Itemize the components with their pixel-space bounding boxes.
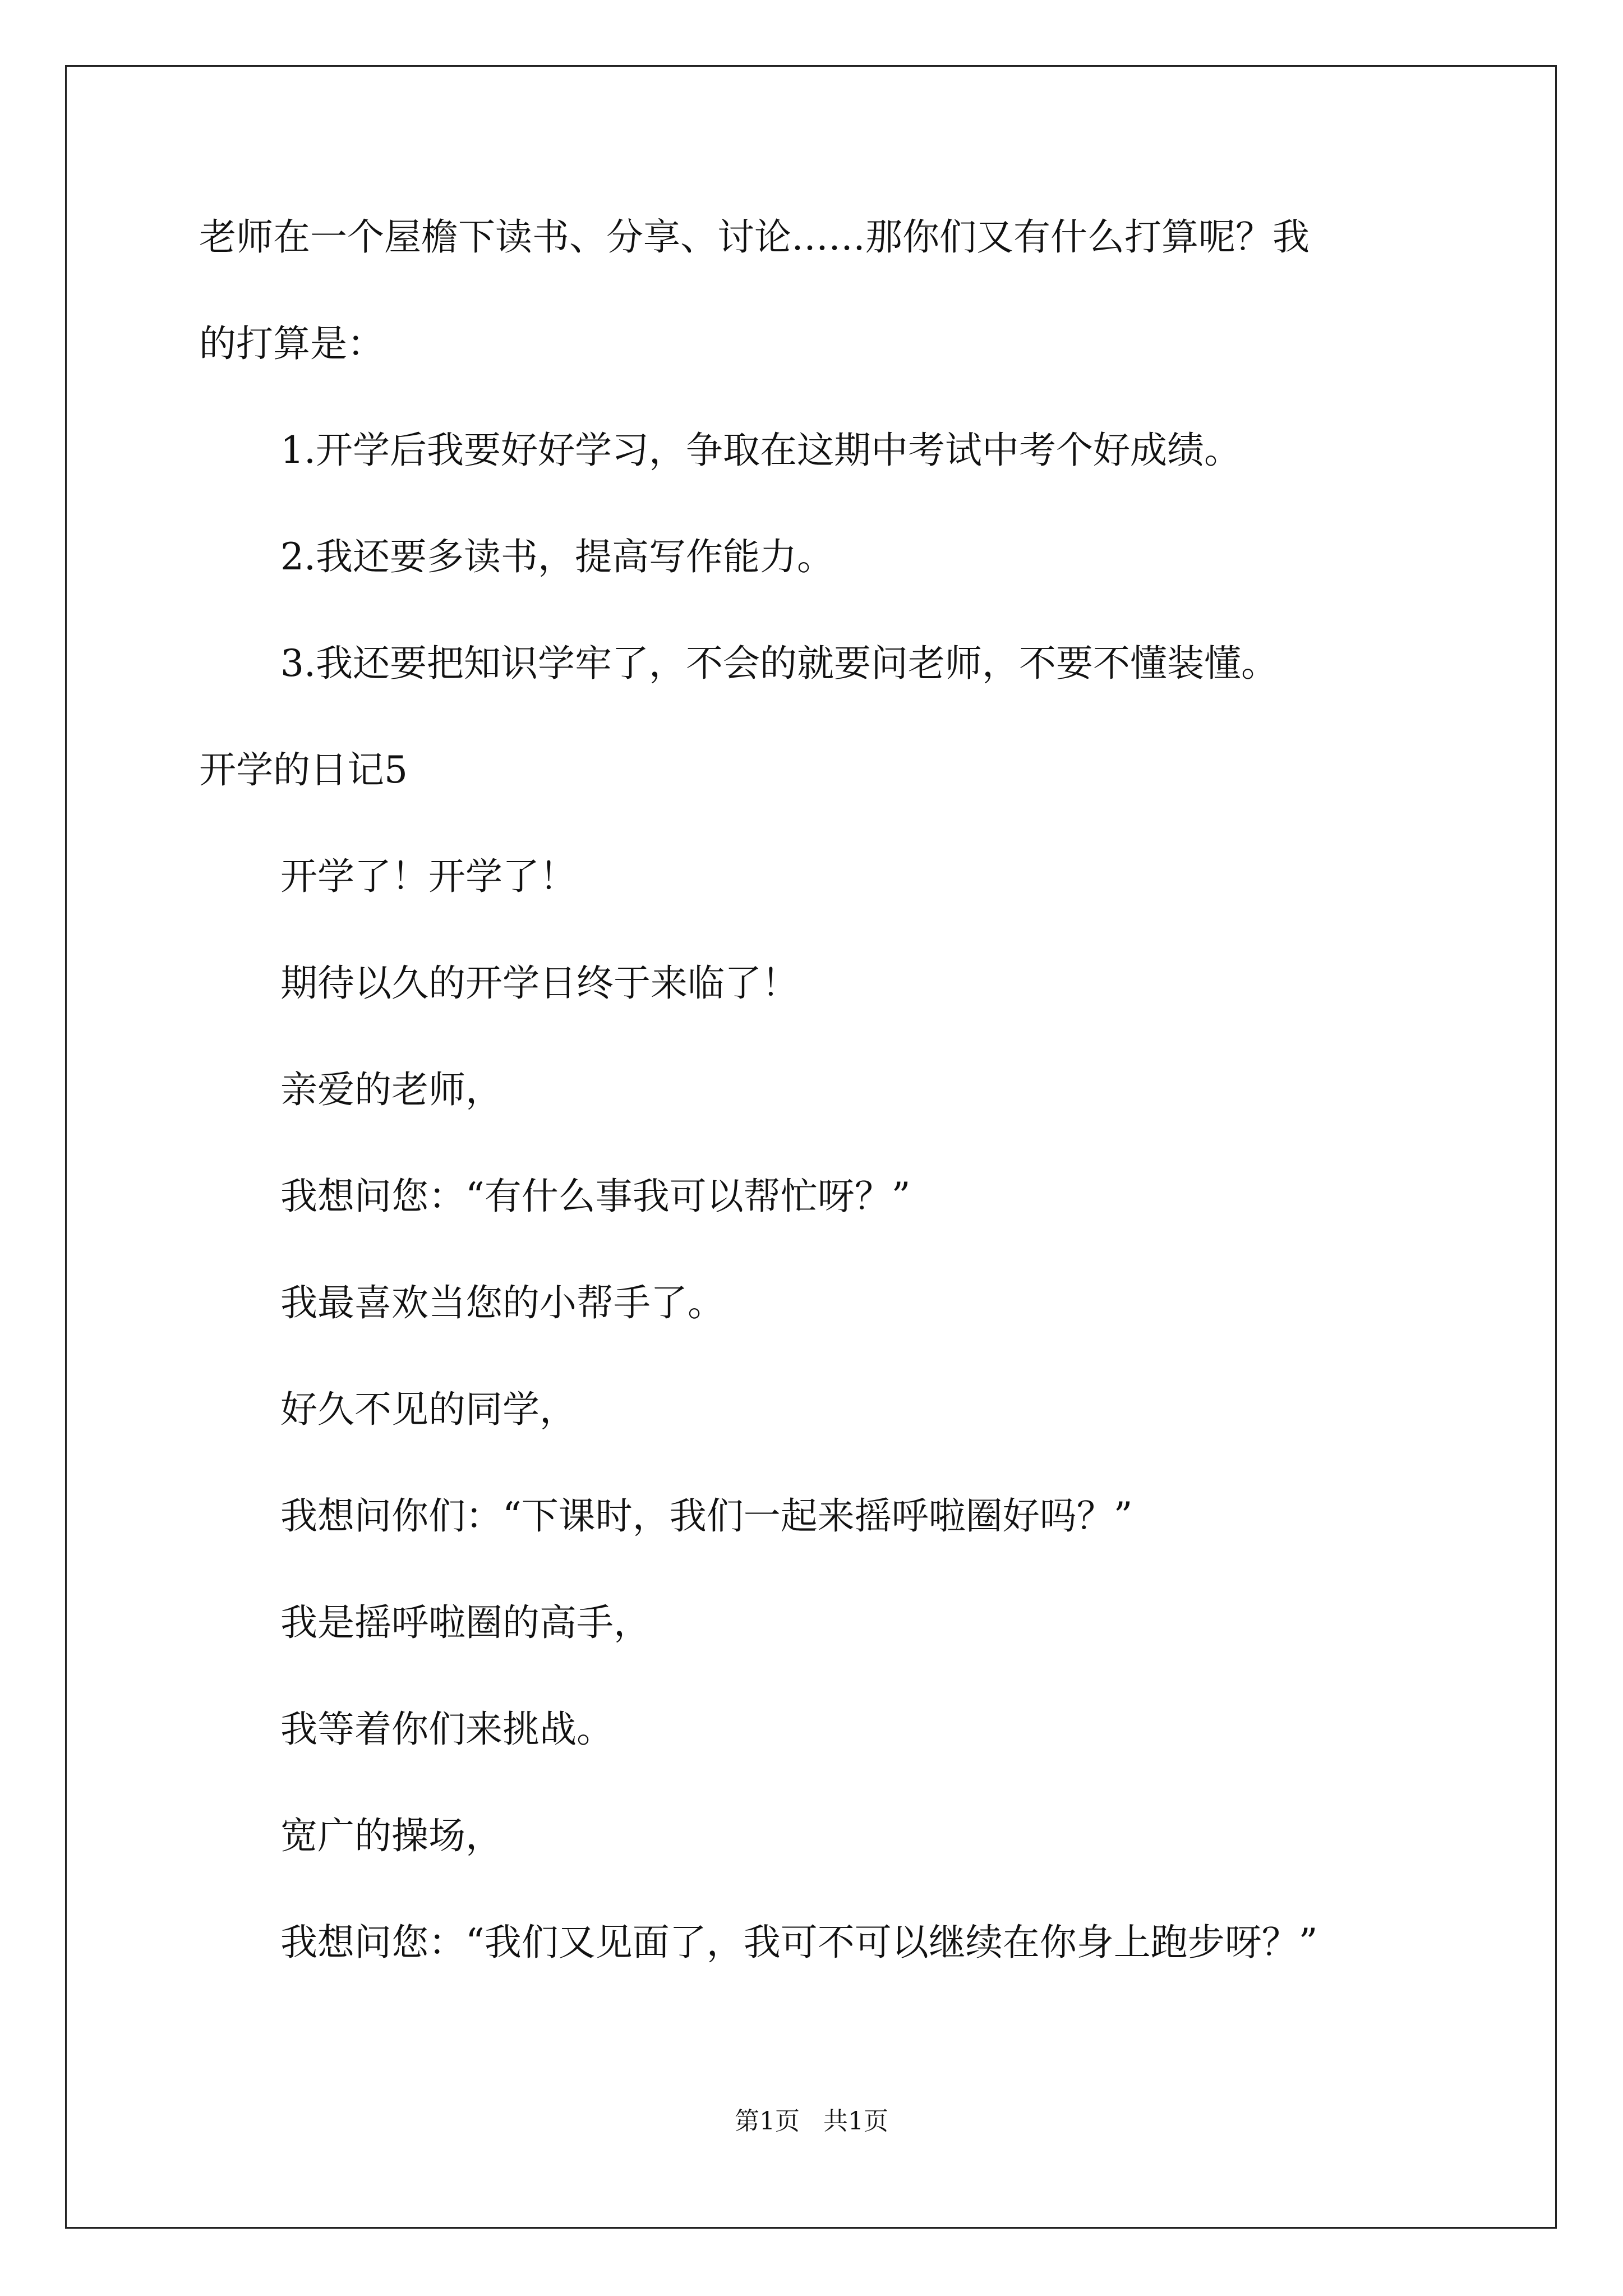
text-line: 开学了！开学了！ [280, 855, 577, 898]
list-item: 1.开学后我要好好学习，争取在这期中考试中考个好成绩。 [280, 429, 1241, 472]
text-line: 我是摇呼啦圈的高手， [280, 1601, 651, 1644]
text-line: 期待以久的开学日终于来临了！ [280, 961, 799, 1005]
page-number-footer: 第1页 共1页 [735, 2107, 888, 2136]
section-heading: 开学的日记5 [199, 748, 408, 792]
text-line: 的打算是： [199, 322, 384, 365]
text-line: 宽广的操场， [280, 1814, 502, 1857]
text-line: 老师在一个屋檐下读书、分享、讨论……那你们又有什么打算呢？我 [199, 215, 1310, 259]
text-line: 我想问您：“有什么事我可以帮忙呀？” [280, 1175, 911, 1218]
text-line: 我想问您：“我们又见面了，我可不可以继续在你身上跑步呀？” [280, 1921, 1318, 1964]
list-item: 3.我还要把知识学牢了，不会的就要问老师，不要不懂装懂。 [280, 642, 1278, 685]
document-body [199, 215, 1450, 2031]
list-item: 2.我还要多读书，提高写作能力。 [280, 535, 834, 578]
text-line: 亲爱的老师， [280, 1068, 502, 1111]
text-line: 我最喜欢当您的小帮手了。 [280, 1281, 725, 1324]
text-line: 我等着你们来挑战。 [280, 1708, 614, 1751]
text-line: 我想问你们：“下课时，我们一起来摇呼啦圈好吗？” [280, 1494, 1133, 1538]
text-line: 好久不见的同学， [280, 1388, 577, 1431]
